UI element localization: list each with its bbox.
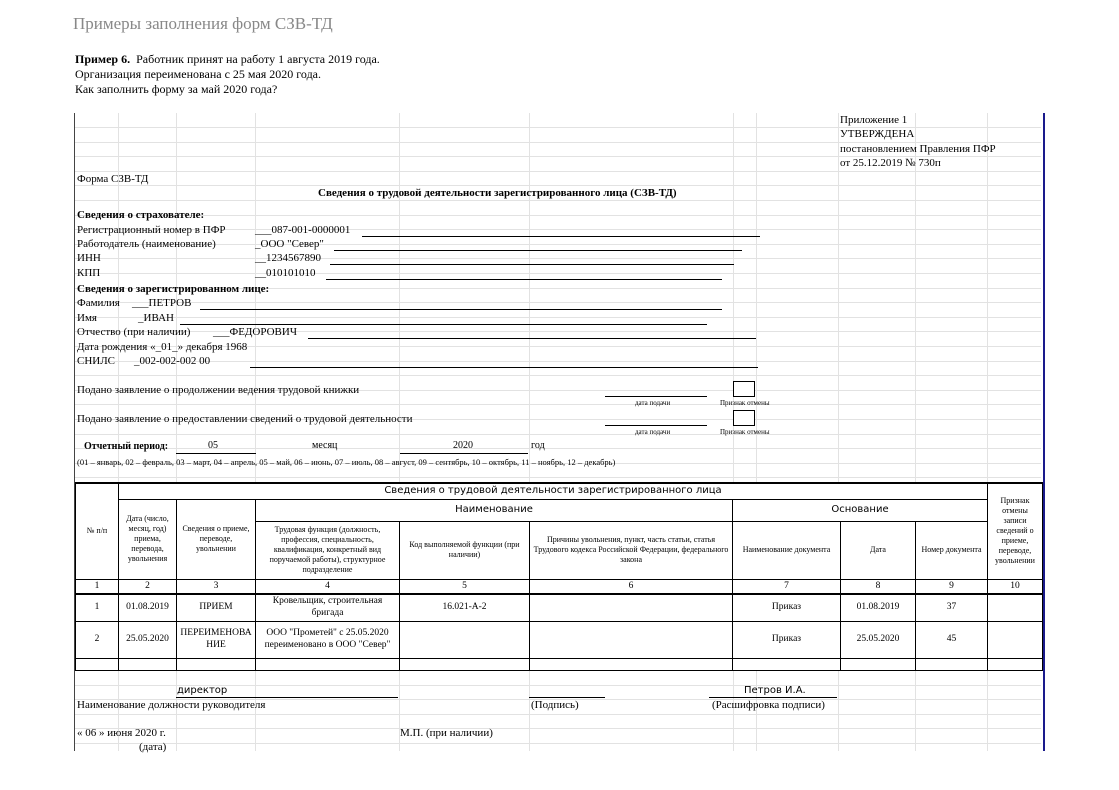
row-doc-date[interactable]: 25.05.2020 (841, 622, 916, 659)
row-doc-num[interactable]: 45 (916, 622, 988, 659)
period-month-value[interactable]: 05 (208, 440, 218, 451)
grid-line (75, 375, 1041, 376)
row-date[interactable]: 25.05.2020 (119, 622, 177, 659)
row-function[interactable]: Кровельщик, строительная бригада (256, 594, 400, 621)
grid-line (75, 448, 1041, 449)
row-event[interactable]: ПЕРЕИМЕНОВАНИЕ (177, 622, 256, 659)
row-event[interactable]: ПРИЕМ (177, 594, 256, 621)
decoding-value[interactable]: Петров И.А. (744, 685, 806, 696)
grid-line (75, 302, 1041, 303)
col-function-header: Трудовая функция (должность, профессия, специальность, квалификация, конкретный вид поручаемой работы), структурное подразделение (256, 521, 400, 579)
approval-appendix: Приложение 1 (840, 114, 908, 126)
example-text-1: Работник принят на работу 1 августа 2019 года. (136, 52, 380, 66)
reg-number-label: Регистрационный номер в ПФР (77, 224, 226, 236)
snils-underline (250, 367, 758, 368)
birth-date: Дата рождения «_01_» декабря 1968 (77, 341, 248, 353)
application-2-cancel-box[interactable] (733, 410, 755, 426)
grid-line (75, 171, 1041, 172)
column-number: 4 (256, 579, 400, 594)
grid-line (733, 113, 734, 482)
column-number: 7 (733, 579, 841, 594)
form-label: Форма СЗВ-ТД (77, 173, 149, 185)
grid-line (529, 670, 530, 751)
col-event-header: Сведения о приеме, переводе, увольнении (177, 499, 256, 579)
col-cancel-header: Признак отмены записи сведений о приеме, переводе, увольнении (988, 483, 1043, 579)
col-doc-date-header: Дата (841, 521, 916, 579)
grid-line (255, 113, 256, 482)
inn-label: ИНН (77, 252, 101, 264)
decoding-underline (709, 697, 837, 698)
grid-line (838, 113, 839, 482)
insurer-heading: Сведения о страхователе: (77, 209, 205, 221)
col-doc-num-header: Номер документа (916, 521, 988, 579)
snils-value: _002-002-002 00 (134, 355, 211, 367)
column-numbers-row (76, 579, 1043, 594)
row-function[interactable]: ООО "Прометей" с 25.05.2020 переименовано в ООО "Север" (256, 622, 400, 659)
form-title: Сведения о трудовой деятельности зарегистрированного лица (СЗВ-ТД) (318, 187, 677, 199)
application-1-date-label: дата подачи (635, 399, 671, 407)
employer-label: Работодатель (наименование) (77, 238, 216, 250)
sign-date-label: (дата) (139, 741, 167, 753)
column-number: 9 (916, 579, 988, 594)
inn-underline (330, 264, 734, 265)
column-number: 1 (76, 579, 119, 594)
person-heading: Сведения о зарегистрированном лице: (77, 283, 270, 295)
name-label: Имя (77, 312, 97, 324)
table-row-empty[interactable] (76, 659, 1043, 671)
surname-underline (200, 309, 722, 310)
kpp-label: КПП (77, 267, 101, 279)
approval-date: от 25.12.2019 № 730п (840, 157, 941, 169)
row-num: 1 (76, 594, 119, 621)
kpp-value: __010101010 (255, 267, 316, 279)
signature-label: (Подпись) (531, 699, 579, 711)
row-code[interactable]: 16.021-А-2 (400, 594, 530, 621)
decoding-label: (Расшифровка подписи) (712, 699, 825, 711)
period-year-value[interactable]: 2020 (453, 440, 473, 451)
labor-activity-table (75, 482, 1043, 671)
period-year-label: год (531, 440, 545, 451)
application-2-date-line (605, 425, 707, 426)
example-line-1 (75, 52, 380, 67)
row-doc-date[interactable]: 01.08.2019 (841, 594, 916, 621)
period-label: Отчетный период: (84, 441, 169, 452)
application-provide-info: Подано заявление о предоставлении сведений о трудовой деятельности (77, 413, 413, 425)
grid-line (987, 113, 988, 482)
col-doc-name-header: Наименование документа (733, 521, 841, 579)
stamp-label: М.П. (при наличии) (400, 727, 493, 739)
row-date[interactable]: 01.08.2019 (119, 594, 177, 621)
period-month-underline (176, 453, 256, 454)
row-code[interactable] (400, 622, 530, 659)
row-reason[interactable] (530, 622, 733, 659)
col-num-header: № п/п (76, 483, 119, 579)
grid-line (838, 670, 839, 751)
table-row[interactable] (76, 594, 1043, 621)
grid-line (75, 200, 1041, 201)
row-doc-name[interactable]: Приказ (733, 594, 841, 621)
grid-line (75, 215, 1041, 216)
naming-group-header: Наименование (256, 499, 733, 521)
grid-line (399, 113, 400, 482)
row-doc-name[interactable]: Приказ (733, 622, 841, 659)
grid-line (75, 714, 1041, 715)
grid-line (75, 258, 1041, 259)
kpp-underline (326, 279, 722, 280)
basis-group-header: Основание (733, 499, 988, 521)
example-label: Пример 6. (75, 52, 131, 66)
row-reason[interactable] (530, 594, 733, 621)
grid-line (75, 404, 1041, 405)
employer-underline (334, 250, 742, 251)
name-value: _ИВАН (138, 312, 174, 324)
reg-number-underline (362, 236, 760, 237)
position-label: Наименование должности руководителя (77, 699, 266, 711)
grid-line (75, 273, 1041, 274)
name-underline (180, 324, 707, 325)
application-2-date-label: дата подачи (635, 428, 671, 436)
grid-line (75, 728, 1041, 729)
table-header-row-2 (76, 499, 1043, 521)
row-doc-num[interactable]: 37 (916, 594, 988, 621)
surname-label: Фамилия (77, 297, 120, 309)
grid-line (75, 317, 1041, 318)
col-date-header: Дата (число, месяц, год) приема, перевода, увольнения (119, 499, 177, 579)
position-underline (176, 697, 398, 698)
application-1-cancel-box[interactable] (733, 381, 755, 397)
column-number: 10 (988, 579, 1043, 594)
table-row[interactable] (76, 622, 1043, 659)
approval-approved: УТВЕРЖДЕНА (840, 128, 915, 140)
col-code-header: Код выполняемой функции (при наличии) (400, 521, 530, 579)
grid-line (987, 670, 988, 751)
grid-line (75, 434, 1041, 435)
application-1-cancel-label: Признак отмены (720, 399, 770, 407)
patronymic-label: Отчество (при наличии) (77, 326, 191, 338)
application-1-date-line (605, 396, 707, 397)
sign-date-value[interactable]: « 06 » июня 2020 г. (77, 727, 166, 739)
column-number: 2 (119, 579, 177, 594)
column-number: 5 (400, 579, 530, 594)
grid-line (915, 670, 916, 751)
employer-value: _ООО "Север" (255, 238, 324, 250)
inn-value: __1234567890 (255, 252, 321, 264)
row-cancel[interactable] (988, 594, 1043, 621)
patronymic-value: ___ФЕДОРОВИЧ (213, 326, 297, 338)
approval-resolution: постановлением Правления ПФР (840, 143, 996, 155)
col-reason-header: Причины увольнения, пункт, часть статьи, статья Трудового кодекса Российской Федерации, федерального закона (530, 521, 733, 579)
column-number: 6 (530, 579, 733, 594)
grid-line (75, 743, 1041, 744)
period-legend: (01 – январь, 02 – февраль, 03 – март, 04 – апрель, 05 – май, 06 – июнь, 07 – июль, 08 – август, 09 – сентябрь, 10 – октябрь, 11 – ноябрь, 12 – декабрь) (77, 457, 616, 467)
column-number: 8 (841, 579, 916, 594)
grid-line (529, 113, 530, 482)
application-continue-book: Подано заявление о продолжении ведения трудовой книжки (77, 384, 360, 396)
table-group-title: Сведения о трудовой деятельности зарегистрированного лица (119, 483, 988, 499)
reg-number-value: ___087-001-0000001 (255, 224, 351, 236)
page-title: Примеры заполнения форм СЗВ-ТД (73, 14, 333, 33)
grid-line (75, 244, 1041, 245)
application-2-cancel-label: Признак отмены (720, 428, 770, 436)
row-num: 2 (76, 622, 119, 659)
position-value[interactable]: директор (177, 685, 228, 696)
column-number: 3 (177, 579, 256, 594)
example-line-3: Как заполнить форму за май 2020 года? (75, 82, 278, 96)
example-line-2: Организация переименована с 25 мая 2020 года. (75, 67, 321, 81)
signature-underline (529, 697, 605, 698)
row-cancel[interactable] (988, 622, 1043, 659)
grid-line (75, 477, 1041, 478)
period-month-label: месяц (312, 440, 338, 451)
grid-line (75, 361, 1041, 362)
grid-line (756, 113, 757, 482)
surname-value: ___ПЕТРОВ (132, 297, 192, 309)
patronymic-underline (308, 338, 756, 339)
snils-label: СНИЛС (77, 355, 116, 367)
period-year-underline (400, 453, 528, 454)
table-header-row-1 (76, 483, 1043, 499)
